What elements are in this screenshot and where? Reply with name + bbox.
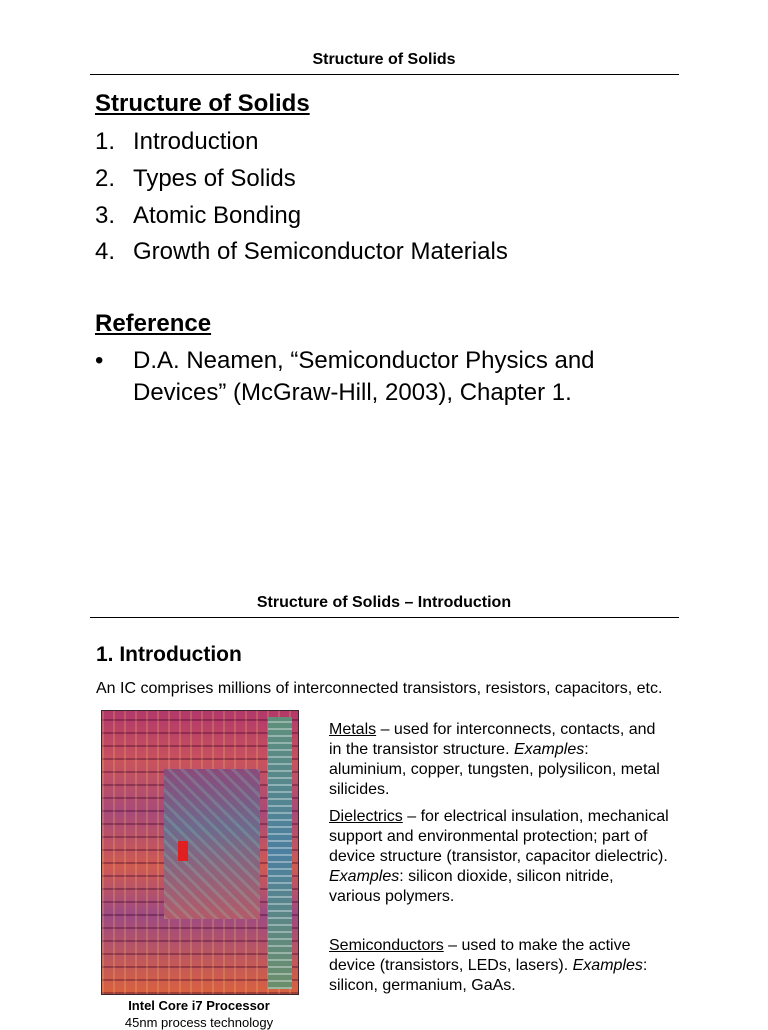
dielectrics-examples-label: Examples	[329, 868, 400, 885]
bullet-icon: •	[95, 347, 104, 374]
outline-item	[95, 124, 508, 161]
outline-item	[95, 161, 508, 198]
slide1-header: Structure of Solids	[312, 51, 456, 68]
outline-item-text: Introduction	[133, 128, 259, 155]
reference-title: Reference	[95, 310, 212, 337]
outline-item-text: Growth of Semiconductor Materials	[133, 238, 508, 266]
semiconductors-examples-label: Examples	[572, 957, 643, 974]
image-subcaption: 45nm process technology	[124, 1015, 274, 1030]
processor-die-image	[101, 710, 299, 995]
outline-item-number: 4.	[95, 238, 116, 266]
slide1-header-rule	[90, 74, 679, 75]
semiconductors-examples: : silicon, germanium, GaAs.	[329, 957, 648, 994]
die-io-band	[268, 717, 292, 989]
section-title: 1. Introduction	[96, 643, 242, 666]
die-red-block	[178, 841, 188, 861]
dielectrics-paragraph	[329, 807, 669, 907]
outline-list	[95, 124, 508, 271]
dielectrics-term: Dielectrics	[329, 808, 403, 825]
dielectrics-description: – for electrical insulation, mechanical support and environmental protection; part of device structure (transistor, capacitor dielectric).	[329, 808, 669, 865]
semiconductors-term: Semiconductors	[329, 937, 444, 954]
metals-paragraph	[329, 720, 669, 800]
slide1-title: Structure of Solids	[95, 90, 310, 117]
slide2-header: Structure of Solids – Introduction	[256, 594, 512, 611]
metals-examples-label: Examples	[513, 741, 585, 758]
outline-item-text: Atomic Bonding	[133, 201, 302, 229]
outline-item-text: Types of Solids	[133, 164, 296, 192]
intro-text: An IC comprises millions of interconnected transistors, resistors, capacitors, etc.	[96, 680, 663, 697]
reference-item	[95, 345, 653, 409]
semiconductors-description: – used to make the active device (transistors, LEDs, lasers).	[329, 937, 631, 974]
metals-examples: : aluminium, copper, tungsten, polysilicon, metal silicides.	[329, 741, 660, 798]
image-caption: Intel Core i7 Processor	[128, 998, 270, 1013]
outline-item	[95, 234, 508, 271]
slide2-header-rule	[90, 617, 679, 618]
metals-term: Metals	[329, 721, 377, 738]
outline-item-number: 3.	[95, 201, 116, 229]
dielectrics-examples: : silicon dioxide, silicon nitride, various polymers.	[329, 868, 614, 905]
metals-description: – used for interconnects, contacts, and in the transistor structure.	[329, 721, 656, 758]
outline-item-number: 1.	[95, 128, 116, 155]
outline-item	[95, 198, 508, 235]
semiconductors-paragraph	[329, 936, 669, 996]
reference-text: D.A. Neamen, “Semiconductor Physics and Devices” (McGraw-Hill, 2003), Chapter 1.	[133, 347, 595, 406]
outline-item-number: 2.	[95, 164, 116, 192]
